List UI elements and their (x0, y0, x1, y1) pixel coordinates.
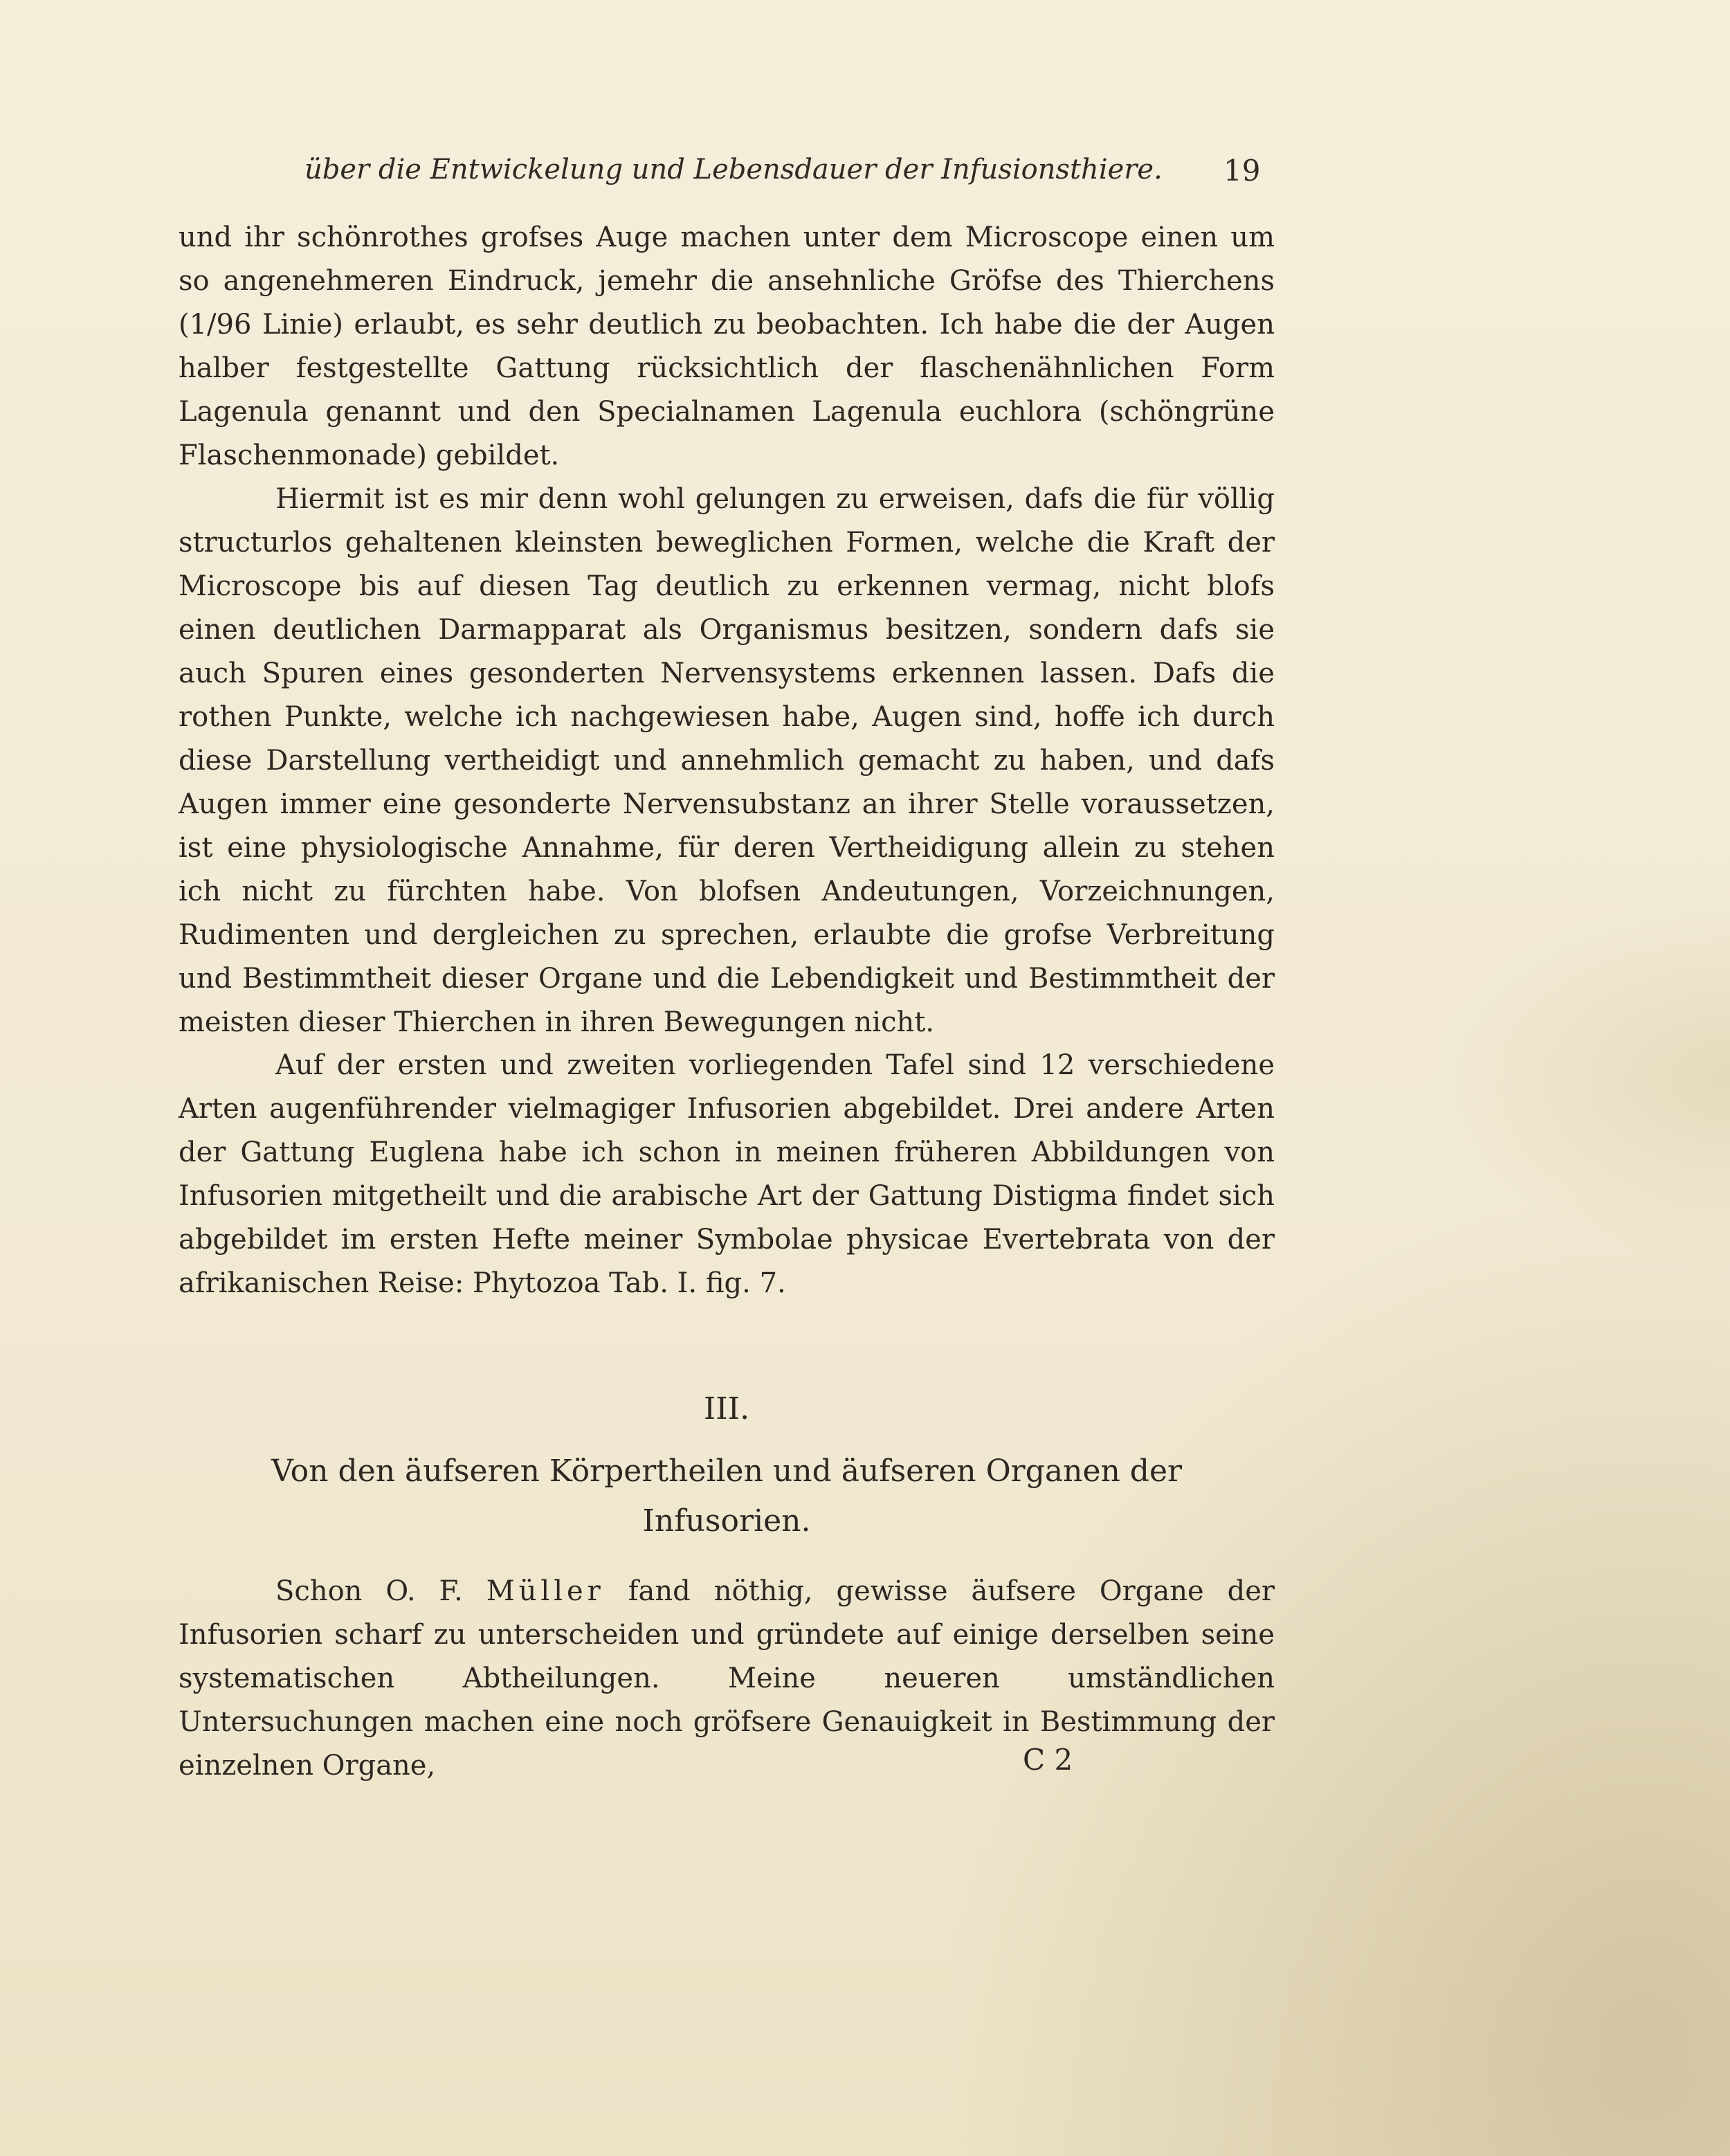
author-name: Müller (486, 1575, 605, 1607)
paragraph-4 (179, 1570, 1275, 1788)
paragraph-1 (179, 216, 1275, 478)
section-numeral: III. (703, 1391, 750, 1426)
paragraph-1-text: und ihr schönrothes grofses Auge machen unter dem Microscope einen um so angenehmeren Eindruck, jemehr die ansehnliche Gröfse des Thierchens (1/96 Linie) erlaubt, es sehr deutlich zu beobachten. Ich habe die der Augen halber festgestellte Gattung rücksichtlich der flaschenähnlichen Form Lagenula genannt und den Specialnamen Lagenula euchlora (schöngrüne Flaschenmonade) gebildet. (179, 221, 1275, 471)
paragraph-4-start: Schon O. F. (275, 1575, 486, 1607)
section-title: Von den äufseren Körpertheilen und äufseren Organen der Infusorien. (271, 1453, 1183, 1539)
paragraph-2 (179, 478, 1275, 1044)
signature-mark: C 2 (1023, 1743, 1073, 1777)
page-number: 19 (1223, 154, 1261, 188)
paragraph-3-text: Auf der ersten und zweiten vorliegenden Tafel sind 12 verschiedene Arten augenführender vielmagiger Infusorien abgebildet. Drei andere Arten der Gattung Euglena habe ich schon in meinen früheren Abbildungen von Infusorien mitgetheilt und die arabische Art der Gattung Distigma findet sich abgebildet im ersten Hefte meiner Symbolae physicae Evertebrata von der afrikanischen Reise: Phytozoa Tab. I. fig. 7. (179, 1049, 1275, 1299)
running-head: über die Entwickelung und Lebensdauer der Infusionsthiere. (304, 154, 1163, 185)
paragraph-4-rest: fand nöthig, gewisse äufsere Organe der Infusorien scharf zu unterscheiden und gründete auf einige derselben seine systematischen Abtheilungen. Meine neueren umständlichen Untersuchungen machen eine noch gröfsere Genauigkeit in Bestimmung der einzelnen Organe, (179, 1575, 1275, 1782)
paragraph-3 (179, 1044, 1275, 1305)
paragraph-2-text: Hiermit ist es mir denn wohl gelungen zu erweisen, dafs die für völlig structurlos gehaltenen kleinsten beweglichen Formen, welche die Kraft der Microscope bis auf diesen Tag deutlich zu erkennen vermag, nicht blofs einen deutlichen Darmapparat als Organismus besitzen, sondern dafs sie auch Spuren eines gesonderten Nervensystems erkennen lassen. Dafs die rothen Punkte, welche ich nachgewiesen habe, Augen sind, hoffe ich durch diese Darstellung vertheidigt und annehmlich gemacht zu haben, und dafs Augen immer eine gesonderte Nervensubstanz an ihrer Stelle voraussetzen, ist eine physiologische Annahme, für deren Vertheidigung allein zu stehen ich nicht zu fürchten habe. Von blofsen Andeutungen, Vorzeichnungen, Rudimenten und dergleichen zu sprechen, erlaubte die grofse Verbreitung und Bestimmtheit dieser Organe und die Lebendigkeit und Bestimmtheit der meisten dieser Thierchen in ihren Bewegungen nicht. (179, 483, 1275, 1038)
paragraph-4-text (179, 1570, 1275, 1788)
